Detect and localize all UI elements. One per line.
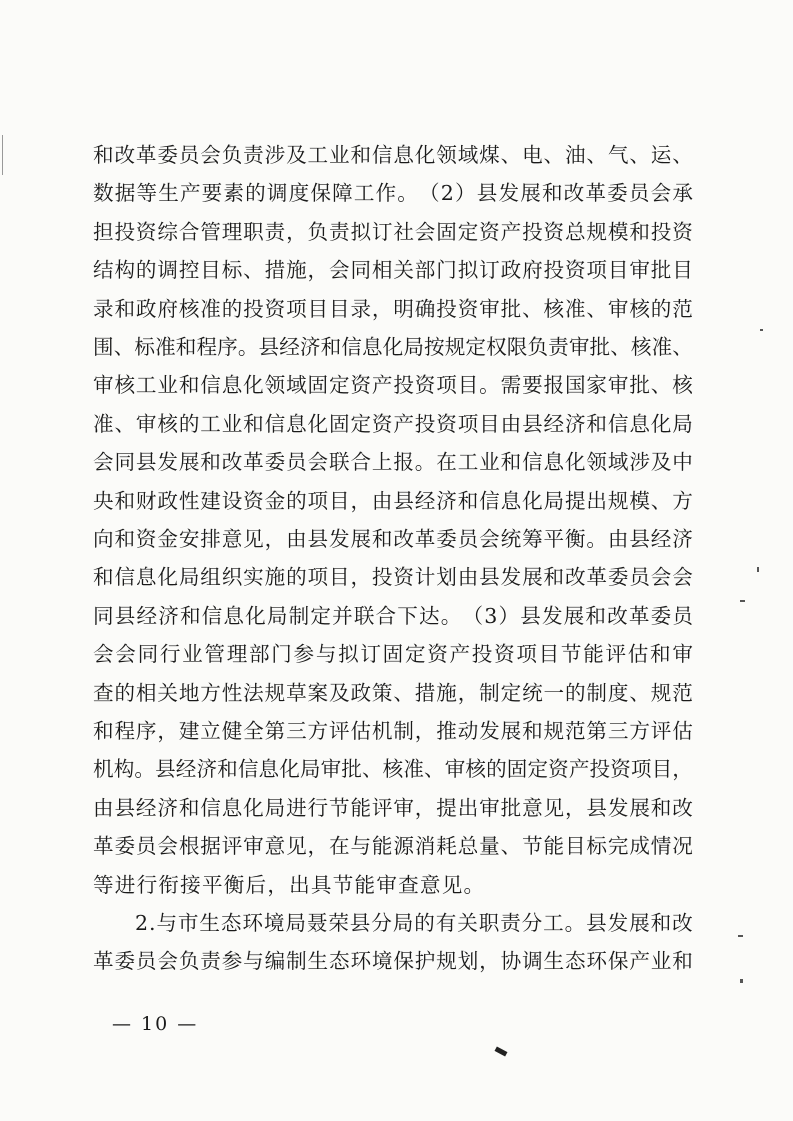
body-line: 准 、 审 核 的 工 业 和 信 息 化 固 定 资 产 投 资 项 目 由 县 经 济 和 信 息 化 局 bbox=[93, 411, 693, 436]
body-line: 和 改 革 委 员 会 负 责 涉 及 工 业 和 信 息 化 领 域 煤 、 电 、 油 、 气 、 运 、 bbox=[93, 143, 693, 167]
body-line: 由 县 经 济 和 信 息 化 局 进 行 节 能 评 审 ， 提 出 审 批 意 见 ， 县 发 展 和 改 bbox=[93, 795, 693, 820]
body-line: 会 会 同 行 业 管 理 部 门 参 与 拟 订 固 定 资 产 投 资 项 目 节 能 评 估 和 审 bbox=[93, 642, 693, 667]
body-line: 担 投 资 综 合 管 理 职 责 ， 负 责 拟 订 社 会 固 定 资 产 投 资 总 规 模 和 投 资 bbox=[93, 219, 693, 244]
body-line: 会 同 县 发 展 和 改 革 委 员 会 联 合 上 报 。 在 工 业 和 信 息 化 领 域 涉 及 中 bbox=[93, 450, 693, 475]
scan-mark bbox=[740, 600, 745, 602]
body-line: 和 信 息 化 局 组 织 实 施 的 项 目 ， 投 资 计 划 由 县 发 展 和 改 革 委 员 会 会 bbox=[93, 565, 693, 590]
body-line: 革 委 员 会 负 责 参 与 编 制 生 态 环 境 保 护 规 划 ， 协 调 生 态 环 保 产 业 和 bbox=[93, 949, 693, 974]
body-line: 等进行衔接平衡后，出具节能审查意见。 bbox=[93, 872, 486, 897]
body-line: 审 核 工 业 和 信 息 化 领 域 固 定 资 产 投 资 项 目 。 需 要 报 国 家 审 批 、 核 bbox=[93, 373, 693, 398]
body-line: 和 程 序 ， 建 立 健 全 第 三 方 评 估 机 制 ， 推 动 发 展 和 规 范 第 三 方 评 估 bbox=[93, 719, 693, 743]
body-line: 向 和 资 金 安 排 意 见 ， 由 县 发 展 和 改 革 委 员 会 统 筹 平 衡 。 由 县 经 济 bbox=[93, 527, 693, 551]
scan-mark bbox=[2, 135, 3, 175]
body-line: 录 和 政 府 核 准 的 投 资 项 目 目 录 ， 明 确 投 资 审 批 、 核 准 、 审 核 的 范 bbox=[93, 296, 693, 321]
body-line: 2 . 与 市 生 态 环 境 局 聂 荣 县 分 局 的 有 关 职 责 分 工 。 县 发 展 和 改 bbox=[135, 911, 693, 935]
body-line: 革 委 员 会 根 据 评 审 意 见 ， 在 与 能 源 消 耗 总 量 、 节 能 目 标 完 成 情 况 bbox=[93, 834, 693, 859]
body-line: 机 构 。 县 经 济 和 信 息 化 局 审 批 、 核 准 、 审 核 的 固 定 资 产 投 资 项 目 ， bbox=[93, 757, 693, 782]
scan-mark bbox=[738, 935, 743, 937]
body-line: 结 构 的 调 控 目 标 、 措 施 ， 会 同 相 关 部 门 拟 订 政 府 投 资 项 目 审 批 目 bbox=[93, 258, 693, 283]
page-number: — 10 — bbox=[112, 1013, 199, 1035]
scan-mark bbox=[495, 1046, 508, 1056]
body-line: 围 、 标 准 和 程 序 。 县 经 济 和 信 息 化 局 按 规 定 权 限 负 责 审 批 、 核 准 、 bbox=[93, 335, 693, 359]
scan-mark bbox=[757, 567, 759, 572]
scan-mark bbox=[740, 979, 743, 983]
body-line: 同 县 经 济 和 信 息 化 局 制 定 并 联 合 下 达 。 （ 3 ） 县 发 展 和 改 革 委 员 bbox=[93, 603, 693, 628]
body-line: 央 和 财 政 性 建 设 资 金 的 项 目 ， 由 县 经 济 和 信 息 化 局 提 出 规 模 、 方 bbox=[93, 488, 693, 513]
scan-mark bbox=[760, 329, 763, 331]
body-line: 查 的 相 关 地 方 性 法 规 草 案 及 政 策 、 措 施 ， 制 定 统 一 的 制 度 、 规 范 bbox=[93, 680, 693, 705]
body-line: 数 据 等 生 产 要 素 的 调 度 保 障 工 作 。 （ 2 ） 县 发 展 和 改 革 委 员 会 承 bbox=[93, 181, 693, 206]
